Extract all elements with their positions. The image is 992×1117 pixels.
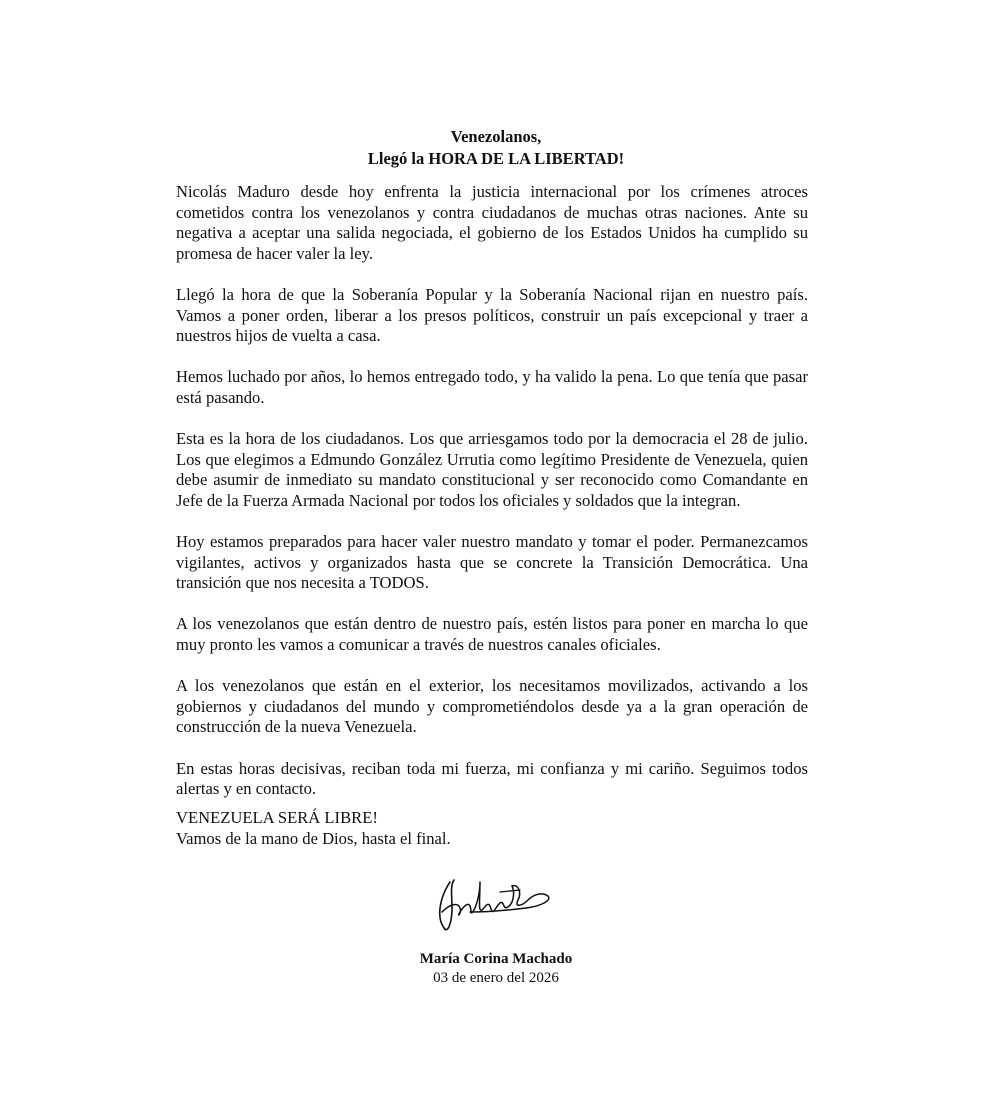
paragraph: En estas horas decisivas, reciban toda mi fuerza, mi confianza y mi cariño. Seguimos todos alertas y en contacto. bbox=[176, 758, 808, 799]
closing-farewell: Vamos de la mano de Dios, hasta el final. bbox=[176, 828, 451, 848]
handwritten-signature bbox=[430, 862, 560, 942]
paragraph: Nicolás Maduro desde hoy enfrenta la justicia internacional por los crímenes atroces cometidos contra los venezolanos y contra ciudadanos de muchas otras naciones. Ante su negativa a aceptar una salida negociada, el gobierno de los Estados Unidos ha cumplido su promesa de hacer valer la ley. bbox=[176, 182, 808, 263]
paragraph: A los venezolanos que están en el exterior, los necesitamos movilizados, activando a los gobiernos y ciudadanos del mundo y comprometiéndolos desde ya a la gran operación de construcción de la nueva Venezuela. bbox=[176, 676, 808, 737]
heading-salutation: Venezolanos, bbox=[450, 127, 542, 146]
paragraph: Hemos luchado por años, lo hemos entregado todo, y ha valido la pena. Lo que tenía que pasar está pasando. bbox=[176, 367, 808, 407]
letter-body bbox=[176, 182, 808, 820]
paragraph: Esta es la hora de los ciudadanos. Los que arriesgamos todo por la democracia el 28 de julio. Los que elegimos a Edmundo González Urrutia como legítimo Presidente de Venezuela, quien debe asumir de inmediato su mandato constitucional y ser reconocido como Comandante en Jefe de la Fuerza Armada Nacional por todos los oficiales y soldados que la integran. bbox=[176, 429, 808, 510]
letter-date: 03 de enero del 2026 bbox=[433, 970, 559, 986]
paragraph: A los venezolanos que están dentro de nuestro país, estén listos para poner en marcha lo que muy pronto les vamos a comunicar a través de nuestros canales oficiales. bbox=[176, 614, 808, 655]
closing-exclamation: VENEZUELA SERÁ LIBRE! bbox=[176, 808, 378, 827]
signer-name: María Corina Machado bbox=[419, 951, 573, 967]
paragraph: Llegó la hora de que la Soberanía Popular y la Soberanía Nacional rijan en nuestro país. Vamos a poner orden, liberar a los presos políticos, construir un país excepcional y traer a nuestros hijos de vuelta a casa. bbox=[176, 284, 808, 346]
letter-closing bbox=[176, 808, 451, 849]
signer-block bbox=[0, 950, 992, 988]
paragraph: Hoy estamos preparados para hacer valer nuestro mandato y tomar el poder. Permanezcamos vigilantes, activos y organizados hasta que se concrete la Transición Democrática. Una transición que nos necesita a TODOS. bbox=[176, 532, 808, 593]
letter-heading bbox=[0, 126, 992, 170]
heading-title: Llegó la HORA DE LA LIBERTAD! bbox=[367, 149, 625, 168]
